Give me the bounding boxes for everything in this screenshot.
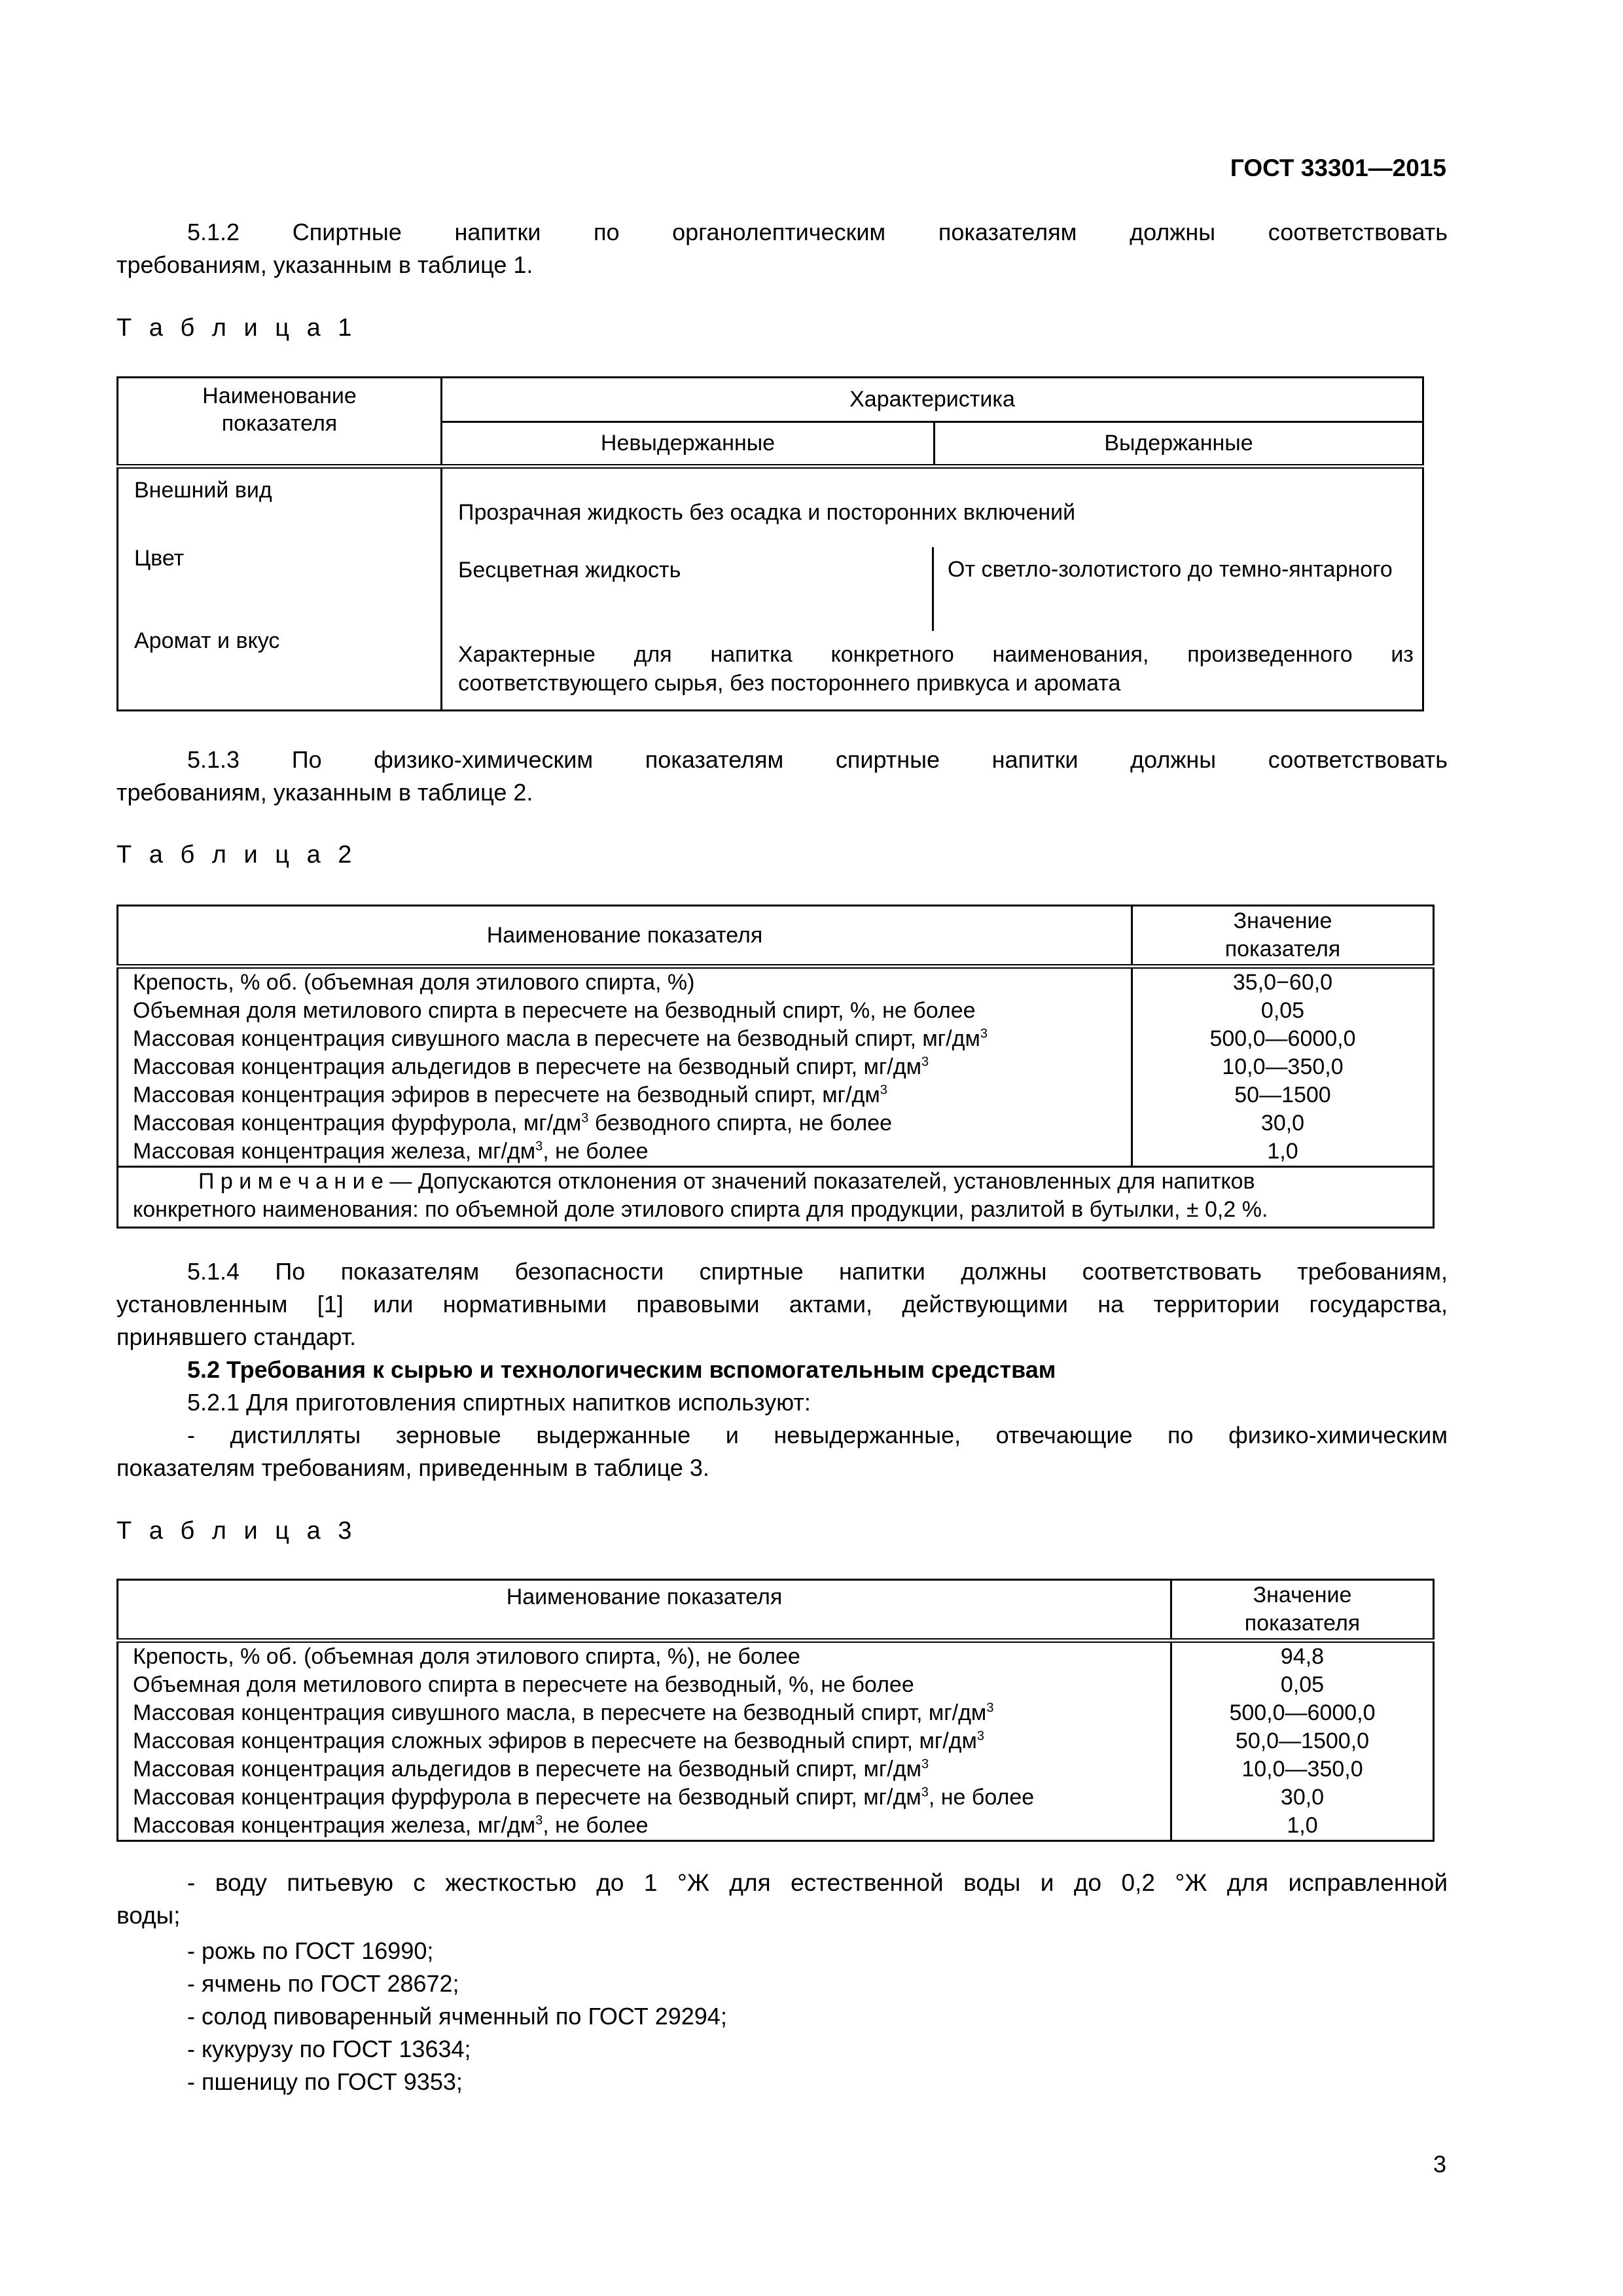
table1-header-aged: Выдержанные <box>935 422 1423 467</box>
table1-header-characteristic: Характеристика <box>442 378 1423 422</box>
table1-row-appearance: Внешний вид <box>134 478 272 503</box>
table1-color-aged: От светло-золотистого до темно-янтарного <box>948 557 1393 582</box>
paragraph-5-1-2-line2: требованиям, указанным в таблице 1. <box>116 251 533 278</box>
table2-row-value: 0,05 <box>1260 998 1305 1023</box>
paragraph-5-1-4-line3: принявшего стандарт. <box>116 1323 357 1350</box>
table2-row-name: Массовая концентрация эфиров в пересчете на безводный спирт, $мг/дм^3$ <box>133 1083 887 1107</box>
table3-row-name: Массовая концентрация альдегидов в пересчете на безводный спирт, $мг/дм^3$ <box>133 1757 929 1782</box>
table2-header-name: Наименование показателя <box>118 906 1132 967</box>
table2-names <box>118 967 1132 1167</box>
table3-row-value: 0,05 <box>1280 1672 1325 1697</box>
table2 <box>116 905 1435 1229</box>
table1-appearance-value: Прозрачная жидкость без осадка и посторонних включений <box>458 500 1076 525</box>
table2-row-name: Крепость, % об. (объемная доля этилового спирта, %) <box>133 970 695 995</box>
table3-row-value: 500,0—6000,0 <box>1229 1700 1376 1725</box>
water-line1: - воду питьевую с жесткостью до 1 °Ж для естественной воды и до 0,2 °Ж для исправленной <box>187 1869 1448 1896</box>
table2-note-label: П р и м е ч а н и е <box>198 1169 383 1194</box>
table1-caption: Т а б л и ц а 1 <box>116 314 357 342</box>
list-item: - кукурузу по ГОСТ 13634; <box>187 2036 471 2062</box>
table2-row-value: 35,0−60,0 <box>1232 970 1333 995</box>
section-5-2-heading: 5.2 Требования к сырью и технологическим вспомогательным средствам <box>187 1356 1056 1383</box>
table3-caption: Т а б л и ц а 3 <box>116 1517 357 1545</box>
table3-row-value: 30,0 <box>1280 1785 1325 1810</box>
paragraph-5-2-1-line2: - дистилляты зерновые выдержанные и невыдержанные, отвечающие по физико-химическим <box>187 1422 1448 1448</box>
table3-row-name: Крепость, % об. (объемная доля этилового спирта, %), не более <box>133 1644 800 1669</box>
document-code: ГОСТ 33301—2015 <box>1230 154 1446 181</box>
paragraph-5-1-3-line2: требованиям, указанным в таблице 2. <box>116 779 533 806</box>
table1-row-names <box>118 467 442 711</box>
raw-material-list <box>187 1935 727 2098</box>
table1-header-nonaged: Невыдержанные <box>442 422 935 467</box>
paragraph-5-1-4-line1: 5.1.4 По показателям безопасности спиртные напитки должны соответствовать требованиям, <box>187 1258 1448 1285</box>
table3-row-value: 94,8 <box>1280 1644 1325 1669</box>
p513-text: 5.1.3 По физико-химическим показателям спиртные напитки должны соответствовать <box>187 746 1448 773</box>
table3-row-value: 1,0 <box>1287 1813 1318 1838</box>
table2-caption: Т а б л и ц а 2 <box>116 841 357 869</box>
table1-header-name: Наименование показателя <box>118 378 442 467</box>
page-number: 3 <box>1433 2151 1446 2178</box>
table3-row-name: Массовая концентрация сивушного масла, в пересчете на безводный спирт, $мг/дм^3$ <box>133 1700 994 1725</box>
table3 <box>116 1579 1435 1842</box>
list-item: - пшеницу по ГОСТ 9353; <box>187 2068 463 2095</box>
p512-text: 5.1.2 Спиртные напитки по органолептическим показателям должны соответствовать <box>187 219 1448 245</box>
table2-row-name: Массовая концентрация железа, $мг/дм^3$, не более <box>133 1139 649 1164</box>
table2-row-value: 30,0 <box>1260 1111 1305 1136</box>
table2-row-value: 1,0 <box>1267 1139 1298 1164</box>
table3-row-name: Массовая концентрация сложных эфиров в пересчете на безводный спирт, $мг/дм^3$ <box>133 1729 985 1753</box>
table2-row-name: Объемная доля метилового спирта в пересчете на безводный спирт, %, не более <box>133 998 976 1023</box>
table2-row-name: Массовая концентрация фурфурола, $мг/дм^3$ безводного спирта, не более <box>133 1111 893 1136</box>
table2-row-value: 500,0—6000,0 <box>1209 1026 1356 1051</box>
paragraph-5-1-2-line1 <box>116 219 1448 246</box>
table2-note-line2: конкретного наименования: по объемной доле этилового спирта для продукции, разлитой в бутылки, ± 0,2 %. <box>133 1197 1268 1222</box>
table3-values <box>1171 1641 1434 1841</box>
table2-row-value: 10,0—350,0 <box>1222 1054 1344 1079</box>
table3-row-name: Массовая концентрация фурфурола в пересчете на безводный спирт, $мг/дм^3$, не более <box>133 1785 1035 1810</box>
table3-row-value: 10,0—350,0 <box>1241 1757 1363 1782</box>
paragraph-5-1-3-line1 <box>116 746 1448 774</box>
water-line2: воды; <box>116 1902 181 1929</box>
table2-values <box>1132 967 1434 1167</box>
table3-row-name: Объемная доля метилового спирта в пересчете на безводный, %, не более <box>133 1672 914 1697</box>
list-item: - рожь по ГОСТ 16990; <box>187 1937 434 1964</box>
table1-aroma-value: Характерные для напитка конкретного наименования, произведенного из соответствующего сырья, без постороннего привкуса и аромата <box>458 642 1414 696</box>
table2-note <box>118 1167 1434 1228</box>
paragraph-5-2-1-line1: 5.2.1 Для приготовления спиртных напитков используют: <box>187 1389 811 1416</box>
table2-note-text: — Допускаются отклонения от значений показателей, установленных для напитков <box>383 1169 1255 1194</box>
table1 <box>116 376 1424 711</box>
table1-color-divider <box>932 547 934 631</box>
table2-header-value: Значение показателя <box>1132 906 1434 967</box>
table3-header-name: Наименование показателя <box>118 1580 1171 1641</box>
table2-row-name: Массовая концентрация сивушного масла в пересчете на безводный спирт, $мг/дм^3$ <box>133 1026 988 1051</box>
table3-row-value: 50,0—1500,0 <box>1235 1729 1370 1753</box>
table3-header-value: Значение показателя <box>1171 1580 1434 1641</box>
paragraph-5-1-4-line2: установленным [1] или нормативными правовыми актами, действующими на территории государства, <box>116 1291 1448 1318</box>
table1-row-color: Цвет <box>134 546 185 571</box>
table1-row-values <box>442 467 1423 711</box>
table3-row-name: Массовая концентрация железа, $мг/дм^3$, не более <box>133 1813 649 1838</box>
table2-row-value: 50—1500 <box>1234 1083 1331 1107</box>
table1-color-nonaged: Бесцветная жидкость <box>458 558 681 583</box>
paragraph-5-2-1-line3: показателям требованиям, приведенным в таблице 3. <box>116 1454 709 1481</box>
table3-names <box>118 1641 1171 1841</box>
table2-row-name: Массовая концентрация альдегидов в пересчете на безводный спирт, $мг/дм^3$ <box>133 1054 929 1079</box>
table1-row-aroma: Аромат и вкус <box>134 628 280 653</box>
list-item: - ячмень по ГОСТ 28672; <box>187 1970 459 1997</box>
list-item: - солод пивоваренный ячменный по ГОСТ 29294; <box>187 2003 727 2030</box>
